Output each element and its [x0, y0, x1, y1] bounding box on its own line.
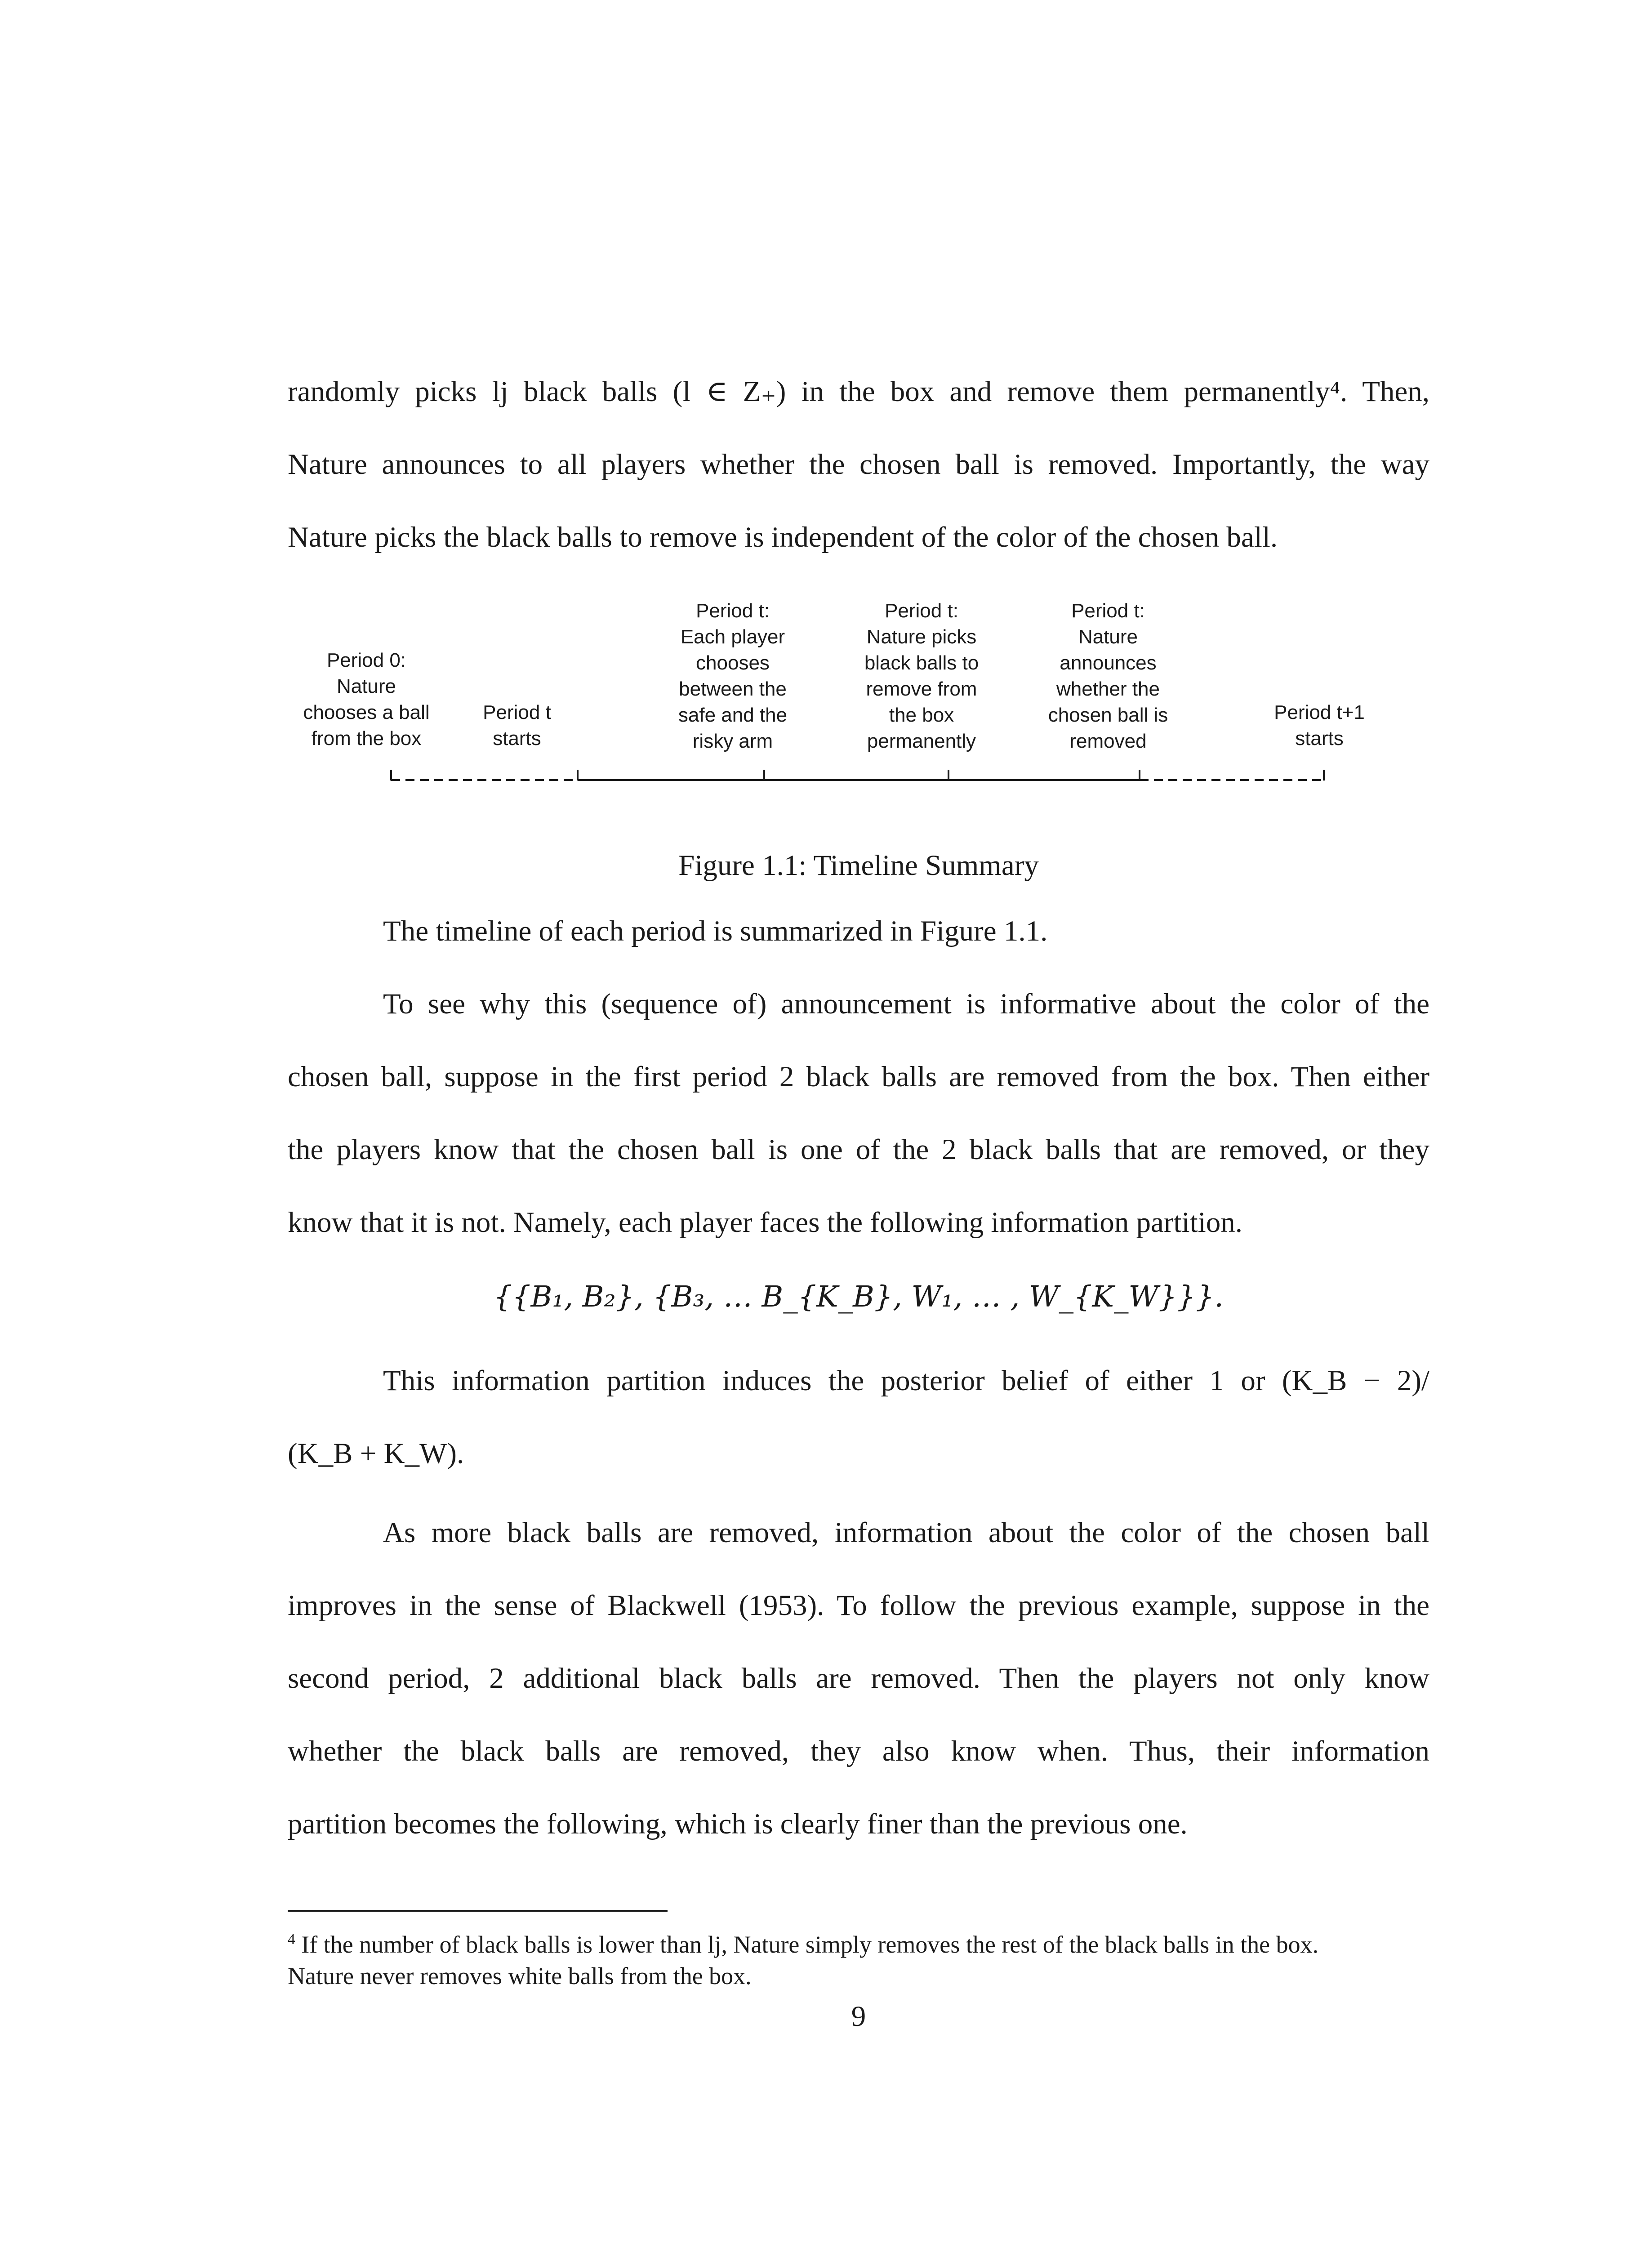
footnote: [288, 1929, 1429, 1992]
paragraph-line: second period, 2 additional black balls are removed. Then the players not only know: [288, 1662, 1429, 1695]
paragraph-1: [288, 355, 1429, 574]
paragraph-5: [288, 1496, 1429, 1860]
paragraph-line: This information partition induces the posterior belief of either 1 or (K_B − 2)/: [383, 1365, 1429, 1397]
paragraph-line: know that it is not. Namely, each player faces the following information partition.: [288, 1206, 1242, 1239]
footnote-line: [288, 1929, 1429, 1960]
timeline-event-player-choice: Period t: Each player chooses between the safe and the risky arm: [678, 600, 788, 752]
timeline-event-nature-announces: Period t: Nature announces whether the chosen ball is removed: [1048, 600, 1168, 752]
footnote-line: Nature never removes white balls from the box.: [288, 1963, 752, 1989]
paragraph-3: [288, 968, 1429, 1259]
timeline-event-nature-picks: Period t: Nature picks black balls to remove from the box permanently: [864, 600, 979, 752]
paragraph-line: Nature announces to all players whether the chosen ball is removed. Importantly, the way: [288, 448, 1429, 481]
paragraph-line: (K_B + K_W).: [288, 1437, 464, 1470]
paragraph-line: chosen ball, suppose in the first period 2 black balls are removed from the box. Then either: [288, 1061, 1429, 1093]
paragraph-line: To see why this (sequence of) announcement is informative about the color of the: [383, 988, 1429, 1020]
timeline-figure: [288, 598, 1429, 809]
paragraph-2: [288, 895, 1429, 968]
paragraph-4: [288, 1344, 1429, 1490]
paragraph-line: The timeline of each period is summarized in Figure 1.1.: [383, 915, 1048, 947]
page-number: 9: [851, 2000, 866, 2033]
paragraph-line: partition becomes the following, which is clearly finer than the previous one.: [288, 1808, 1188, 1840]
timeline-event-period-0: Period 0: Nature chooses a ball from the box: [303, 649, 430, 749]
timeline-axis: [288, 598, 1429, 809]
figure-caption: Figure 1.1: Timeline Summary: [678, 849, 1039, 882]
paragraph-line: the players know that the chosen ball is one of the 2 black balls that are removed, or they: [288, 1133, 1429, 1166]
paragraph-line: improves in the sense of Blackwell (1953). To follow the previous example, suppose in the: [288, 1589, 1429, 1622]
paragraph-line: As more black balls are removed, information about the color of the chosen ball: [383, 1517, 1429, 1549]
timeline-event-period-t1-start: Period t+1 starts: [1274, 701, 1365, 749]
paragraph-line: randomly picks lj black balls (l ∈ Z₊) in the box and remove them permanently⁴. Then,: [288, 375, 1429, 408]
footnote-marker: 4: [288, 1931, 295, 1948]
information-partition-equation: {{B₁, B₂}, {B₃, … B_{K_B}, W₁, … , W_{K_W}}}.: [493, 1280, 1224, 1314]
paragraph-line: Nature picks the black balls to remove is independent of the color of the chosen ball.: [288, 521, 1278, 553]
paragraph-line: whether the black balls are removed, they also know when. Thus, their information: [288, 1735, 1429, 1767]
footnote-text: If the number of black balls is lower than lj, Nature simply removes the rest of the black balls in the box.: [301, 1931, 1319, 1958]
timeline-event-period-t-start: Period t starts: [483, 701, 551, 749]
footnote-separator: [288, 1910, 668, 1912]
